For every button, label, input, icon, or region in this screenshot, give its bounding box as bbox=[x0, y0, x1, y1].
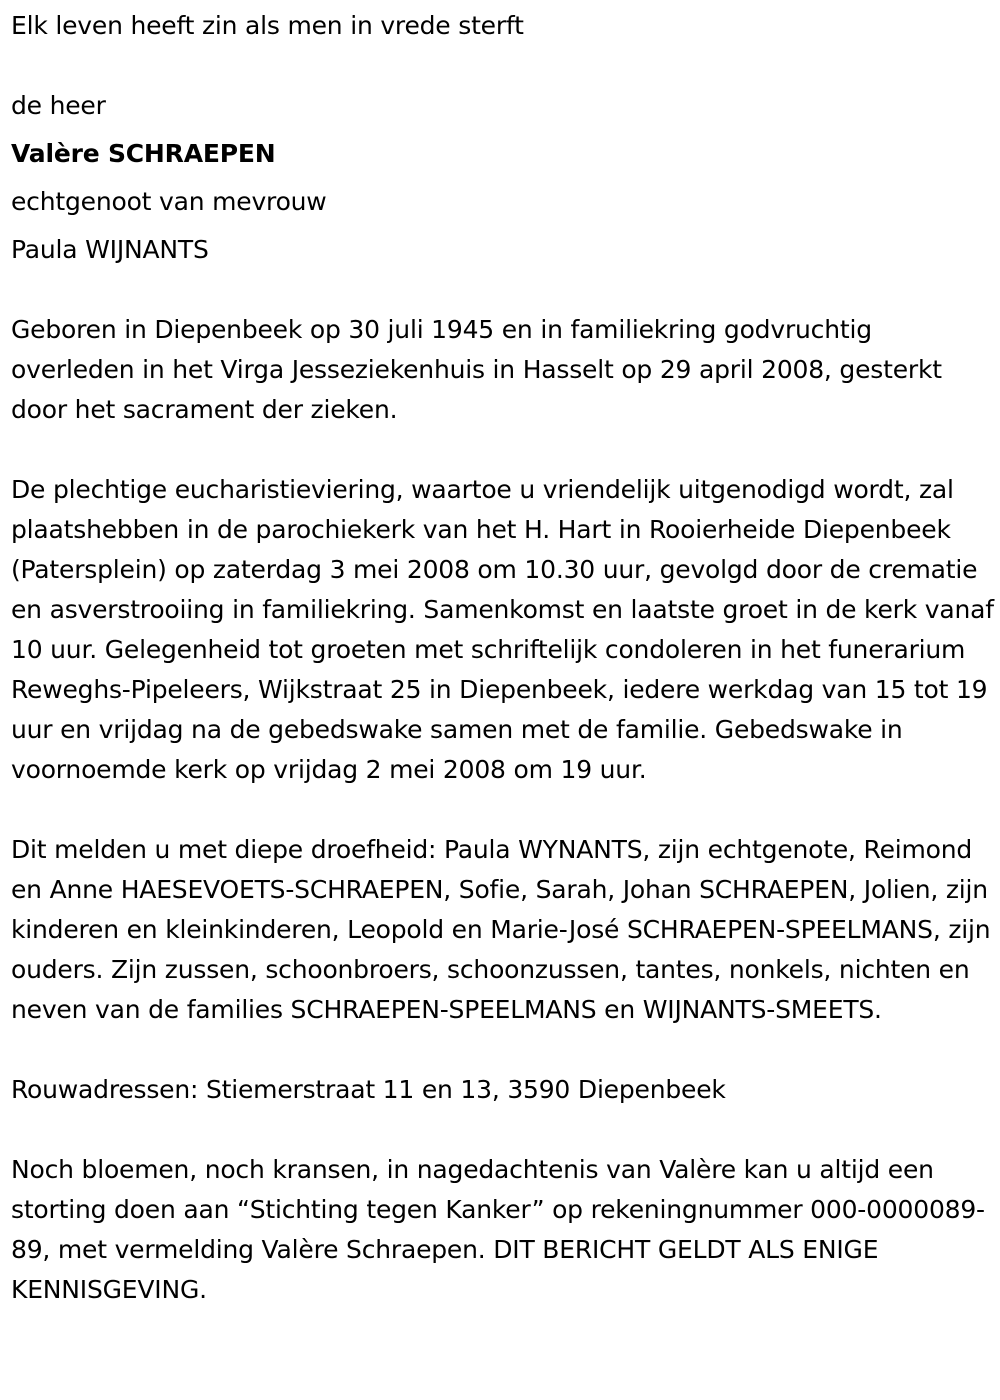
ceremony-paragraph: De plechtige eucharistieviering, waartoe u vriendelijk uitgenodigd wordt, zal plaatshebben in de parochiekerk van het H. Hart in Rooierheide Diepenbeek (Patersplein) op zaterdag 3 mei 2008 om 10.30 uur, gevolgd door de crematie en asverstrooiing in familiekring. Samenkomst en laatste groet in de kerk vanaf 10 uur. Gelegenheid tot groeten met schriftelijk condoleren in het funerarium Reweghs-Pipeleers, Wijkstraat 25 in Diepenbeek, iedere werkdag van 15 tot 19 uur en vrijdag na de gebedswake samen met de familie. Gebedswake in voornoemde kerk op vrijdag 2 mei 2008 om 19 uur. bbox=[11, 475, 994, 784]
spouse-name: Paula WIJNANTS bbox=[11, 235, 209, 264]
obituary-document bbox=[11, 6, 995, 1310]
family-paragraph: Dit melden u met diepe droefheid: Paula WYNANTS, zijn echtgenote, Reimond en Anne HAESEVOETS-SCHRAEPEN, Sofie, Sarah, Johan SCHRAEPEN, Jolien, zijn kinderen en kleinkinderen, Leopold en Marie-José SCHRAEPEN-SPEELMANS, zijn ouders. Zijn zussen, schoonbroers, schoonzussen, tantes, nonkels, nichten en neven van de families SCHRAEPEN-SPEELMANS en WIJNANTS-SMEETS. bbox=[11, 835, 991, 1024]
addresses-paragraph: Rouwadressen: Stiemerstraat 11 en 13, 3590 Diepenbeek bbox=[11, 1075, 726, 1104]
honorific: de heer bbox=[11, 91, 106, 120]
spacer bbox=[11, 790, 995, 830]
birth-death-paragraph: Geboren in Diepenbeek op 30 juli 1945 en in familiekring godvruchtig overleden in het Virga Jesseziekenhuis in Hasselt op 29 april 2008, gesterkt door het sacrament der zieken. bbox=[11, 315, 942, 424]
spacer bbox=[11, 270, 995, 310]
spacer bbox=[11, 430, 995, 470]
deceased-name: Valère SCHRAEPEN bbox=[11, 139, 276, 168]
spouse-label: echtgenoot van mevrouw bbox=[11, 187, 327, 216]
spacer bbox=[11, 1110, 995, 1150]
spacer bbox=[11, 46, 995, 86]
motto: Elk leven heeft zin als men in vrede sterft bbox=[11, 11, 524, 40]
spacer bbox=[11, 1030, 995, 1070]
closing-paragraph: Noch bloemen, noch kransen, in nagedachtenis van Valère kan u altijd een storting doen aan “Stichting tegen Kanker” op rekeningnummer 000-0000089-89, met vermelding Valère Schraepen. DIT BERICHT GELDT ALS ENIGE KENNISGEVING. bbox=[11, 1155, 985, 1304]
